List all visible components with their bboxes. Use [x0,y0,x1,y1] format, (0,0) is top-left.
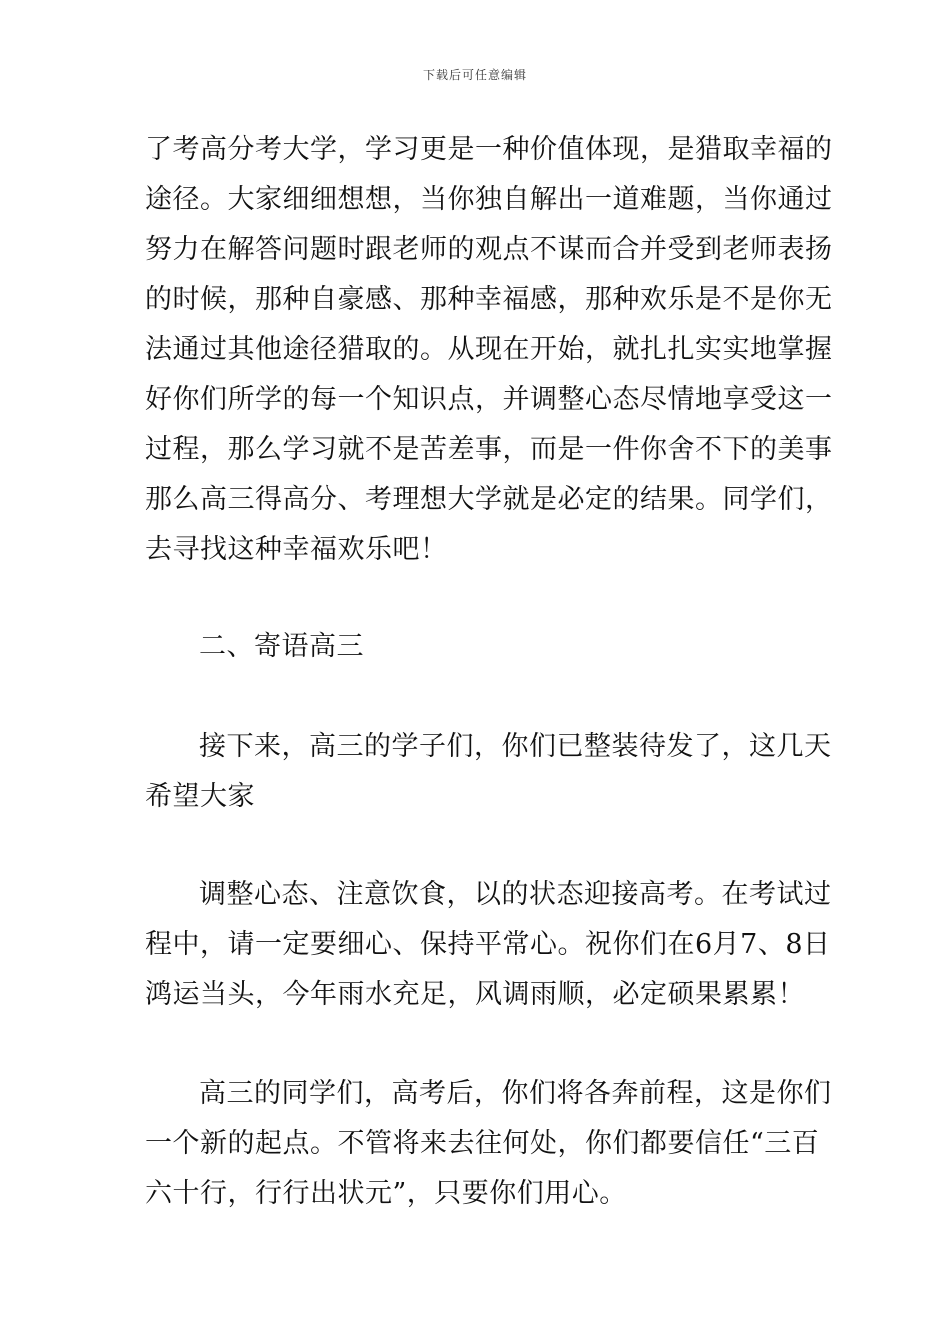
paragraph-line: 好你们所学的每一个知识点，并调整心态尽情地享受这一 [145,384,833,415]
paragraph-line: 六十行，行行出状元”，只要你们用心。 [145,1178,627,1209]
paragraph-line: 去寻找这种幸福欢乐吧！ [145,534,448,565]
paragraph-1 [145,125,833,575]
paragraph-4 [145,1069,832,1219]
section-heading-block [145,622,809,672]
paragraph-line: 接下来，高三的学子们，你们已整装待发了，这几天 [199,731,832,762]
paragraph-line: 程中，请一定要细心、保持平常心。祝你们在6月7、8日 [145,929,831,960]
section-heading: 二、寄语高三 [199,631,364,662]
paragraph-line: 那么高三得高分、考理想大学就是必定的结果。同学们， [145,484,833,515]
paragraph-3 [145,870,832,1020]
paragraph-2 [145,722,832,822]
paragraph-line: 鸿运当头，今年雨水充足，风调雨顺，必定硕果累累！ [145,979,805,1010]
paragraph-line: 过程，那么学习就不是苦差事，而是一件你舍不下的美事 [145,434,833,465]
paragraph-line: 希望大家 [145,781,255,812]
paragraph-line: 一个新的起点。不管将来去往何处，你们都要信任“三百 [145,1128,820,1159]
paragraph-line: 努力在解答问题时跟老师的观点不谋而合并受到老师表扬 [145,234,833,265]
paragraph-line: 法通过其他途径猎取的。从现在开始，就扎扎实实地掌握 [145,334,833,365]
paragraph-line: 途径。大家细细想想，当你独自解出一道难题，当你通过 [145,184,833,215]
paragraph-line: 高三的同学们，高考后，你们将各奔前程，这是你们 [199,1078,832,1109]
paragraph-line: 调整心态、注意饮食，以的状态迎接高考。在考试过 [199,879,832,910]
paragraph-line: 的时候，那种自豪感、那种幸福感，那种欢乐是不是你无 [145,284,833,315]
paragraph-line: 了考高分考大学，学习更是一种价值体现，是猎取幸福的 [145,134,833,165]
page-header-note: 下载后可任意编辑 [422,68,527,82]
